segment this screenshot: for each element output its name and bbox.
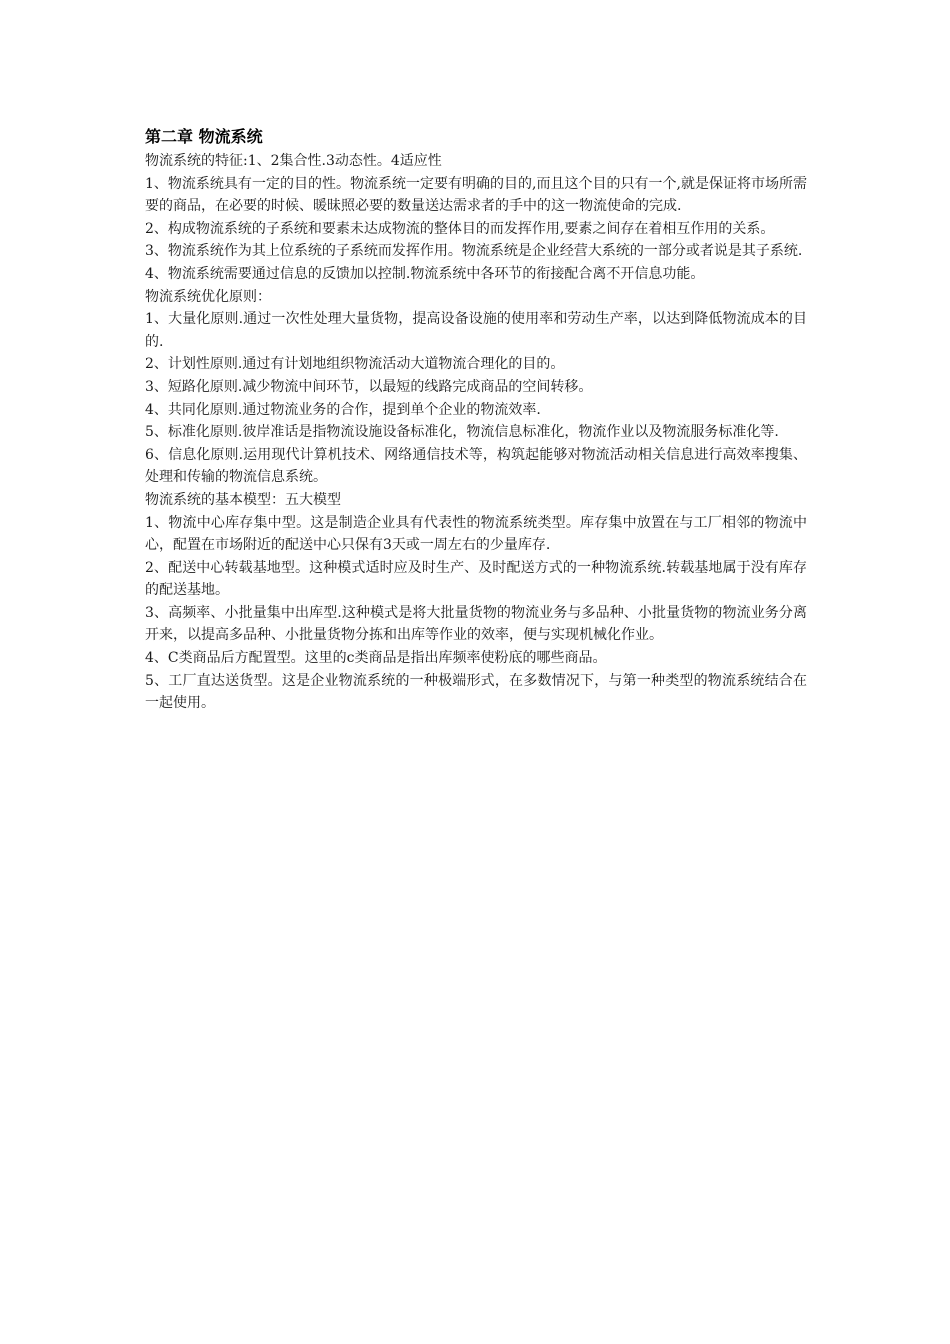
paragraph-model-3: 3、高频率、小批量集中出库型.这种模式是将大批量货物的物流业务与多品种、小批量货物的物流业务分离开来，以提高多品种、小批量货物分拣和出库等作业的效率，便与实现机械化作业。 — [145, 604, 807, 644]
paragraph-model-4: 4、C类商品后方配置型。这里的c类商品是指出库频率使粉底的哪些商品。 — [145, 650, 607, 667]
paragraph-feature-2: 2、构成物流系统的子系统和要素未达成物流的整体目的而发挥作用,要素之间存在着相互作用的关系。 — [145, 220, 775, 237]
paragraph-principle-3: 3、短路化原则.减少物流中间环节，以最短的线路完成商品的空间转移。 — [145, 378, 593, 395]
paragraph-feature-1: 1、物流系统具有一定的目的性。物流系统一定要有明确的目的,而且这个目的只有一个,就是保证将市场所需要的商品，在必要的时候、暖昧照必要的数量送达需求者的手中的这一物流使命的完成. — [145, 175, 807, 215]
paragraph-model-1: 1、物流中心库存集中型。这是制造企业具有代表性的物流系统类型。库存集中放置在与工厂相邻的物流中心，配置在市场附近的配送中心只保有3天或一周左右的少量库存. — [145, 514, 807, 554]
chapter-title: 第二章 物流系统 — [145, 127, 263, 146]
paragraph-principle-6: 6、信息化原则.运用现代计算机技术、网络通信技术等，构筑起能够对物流活动相关信息进行高效率搜集、处理和传输的物流信息系统。 — [145, 446, 807, 486]
paragraph-features: 物流系统的特征:1、2集合性.3动态性。4适应性 — [145, 153, 442, 169]
section-heading-optimization: 物流系统优化原则： — [145, 288, 271, 305]
paragraph-model-5: 5、工厂直达送货型。这是企业物流系统的一种极端形式，在多数情况下，与第一种类型的物流系统结合在一起使用。 — [145, 672, 807, 712]
paragraph-principle-2: 2、计划性原则.通过有计划地组织物流活动大道物流合理化的目的。 — [145, 356, 565, 373]
paragraph-principle-5: 5、标准化原则.彼岸准话是指物流设施设备标准化，物流信息标准化，物流作业以及物流服务标准化等. — [145, 424, 779, 441]
document-body — [145, 124, 807, 715]
paragraph-feature-3: 3、物流系统作为其上位系统的子系统而发挥作用。物流系统是企业经营大系统的一部分或者说是其子系统. — [145, 243, 803, 260]
paragraph-feature-4: 4、物流系统需要通过信息的反馈加以控制.物流系统中各环节的衔接配合离不开信息功能。 — [145, 265, 705, 282]
paragraph-model-2: 2、配送中心转载基地型。这种模式适时应及时生产、及时配送方式的一种物流系统.转载基地属于没有库存的配送基地。 — [145, 559, 807, 599]
paragraph-principle-1: 1、大量化原则.通过一次性处理大量货物，提高设备设施的使用率和劳动生产率，以达到降低物流成本的目的. — [145, 311, 807, 350]
section-heading-models: 物流系统的基本模型：五大模型 — [145, 491, 341, 508]
paragraph-principle-4: 4、共同化原则.通过物流业务的合作，提到单个企业的物流效率. — [145, 401, 541, 418]
